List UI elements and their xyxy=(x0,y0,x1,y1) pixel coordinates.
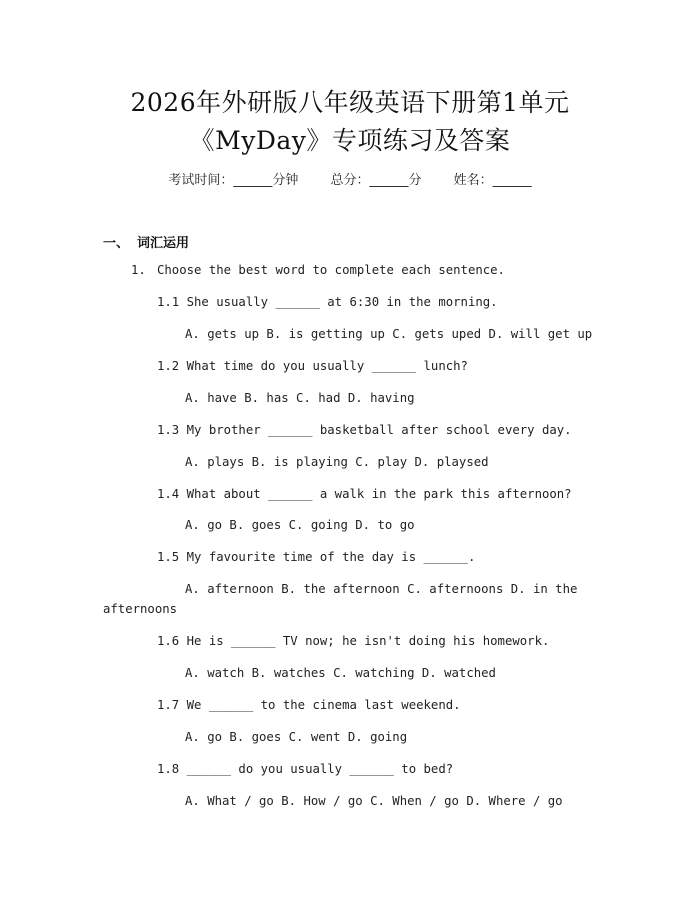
section-title: 词汇运用 xyxy=(137,236,190,251)
question-number: 1. xyxy=(131,263,146,277)
answer-options: A. have B. has C. had D. having xyxy=(185,391,415,405)
answer-options: A. go B. goes C. going D. to go xyxy=(185,518,415,532)
question-stem: 1.1 She usually ______ at 6:30 in the morning. xyxy=(157,295,498,309)
question-stem: 1.2 What time do you usually ______ lunch? xyxy=(157,359,468,373)
exam-time-field: 考试时间：______分钟 xyxy=(168,173,299,188)
question-stem: 1.3 My brother ______ basketball after school every day. xyxy=(157,423,572,437)
answer-options: A. plays B. is playing C. play D. playsed xyxy=(185,455,489,469)
question-stem: 1.5 My favourite time of the day is ______. xyxy=(157,550,476,564)
question-instruction: Choose the best word to complete each sentence. xyxy=(157,263,505,277)
document-title-line-1: 2026年外研版八年级英语下册第1单元 xyxy=(130,88,570,117)
name-field: 姓名：______ xyxy=(453,173,532,188)
question-stem: 1.8 ______ do you usually ______ to bed? xyxy=(157,762,454,776)
answer-options: A. gets up B. is getting up C. gets uped D. will get up xyxy=(185,327,593,341)
question-stem: 1.6 He is ______ TV now; he isn't doing his homework. xyxy=(157,634,550,648)
answer-options: A. watch B. watches C. watching D. watched xyxy=(185,666,496,680)
question-stem: 1.4 What about ______ a walk in the park this afternoon? xyxy=(157,487,572,501)
section-number: 一、 xyxy=(103,236,130,251)
question-stem: 1.7 We ______ to the cinema last weekend. xyxy=(157,698,461,712)
exam-info xyxy=(0,169,700,188)
answer-options: A. afternoon B. the afternoon C. afternoons D. in the xyxy=(185,582,578,596)
section-heading xyxy=(103,232,189,251)
answer-options: A. What / go B. How / go C. When / go D. Where / go xyxy=(185,794,563,808)
document-title-line-2: 《MyDay》专项练习及答案 xyxy=(189,126,511,155)
answer-options: A. go B. goes C. went D. going xyxy=(185,730,408,744)
answer-options-wrap: afternoons xyxy=(103,602,178,616)
total-score-field: 总分：______分 xyxy=(330,173,422,188)
